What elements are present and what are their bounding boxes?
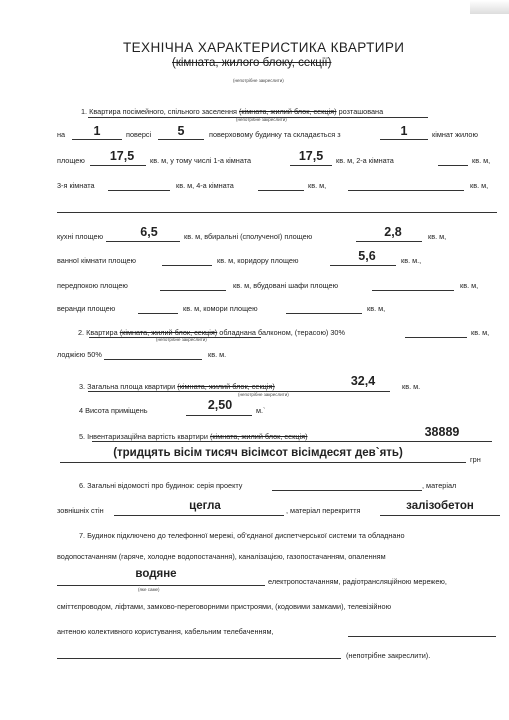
- rooms-value: 1: [400, 124, 408, 138]
- underline: [356, 241, 422, 242]
- underline: [258, 190, 304, 191]
- p4-label: 4 Висота приміщень: [79, 406, 148, 415]
- underline: [108, 190, 170, 191]
- p2-sqm: кв. м,: [471, 328, 490, 337]
- p2-sqm2: кв. м.: [208, 350, 227, 359]
- p1-label-veranda: веранди площею: [57, 304, 116, 313]
- underline: [186, 415, 252, 416]
- underline: [57, 585, 265, 586]
- p2-line1: 2. Квартира (кімната, жилий блок, секція) обладнана балконом, (терасою) 30%: [78, 328, 345, 337]
- p2-note: (непотрібне закреслити): [156, 337, 207, 342]
- p1-label-sqm3: кв. м,: [470, 181, 489, 190]
- underline: [372, 290, 454, 291]
- p1-label-floor: поверсі: [126, 130, 152, 139]
- total-area-value: 32,4: [350, 374, 376, 388]
- corridor-area-value: 5,6: [358, 249, 376, 263]
- living-area-value: 17,5: [109, 149, 135, 163]
- p1-label-sqm5: кв. м.,: [401, 256, 422, 265]
- p1-label-wc: кв. м, вбиральні (сполученої) площею: [184, 232, 313, 241]
- underline: [92, 441, 492, 442]
- p5-currency: грн: [470, 455, 481, 464]
- p5-line: 5. Інвентаризаційна вартість квартири (кімната, жилий блок, секція): [79, 432, 308, 441]
- underline: [348, 190, 464, 191]
- wall-material-value: цегла: [189, 500, 221, 512]
- underline: [438, 165, 468, 166]
- p3-note: (непотрібне закреслити): [238, 392, 289, 397]
- heating-value: водяне: [135, 568, 177, 580]
- p1-label-living: кімнат жилою: [432, 130, 478, 139]
- page-title: ТЕХНІЧНА ХАРАКТЕРИСТИКА КВАРТИРИ: [123, 40, 405, 55]
- underline: [286, 313, 362, 314]
- p1-label-area: площею: [57, 156, 85, 165]
- p4-unit: м.`: [256, 406, 266, 415]
- floors-total-value: 5: [177, 124, 185, 138]
- heating-note: (яке саме): [138, 587, 160, 592]
- subtitle-note: (непотрібне закреслити): [233, 78, 284, 83]
- underline: [138, 313, 178, 314]
- p1-label-room2: кв. м, 2-а кімната: [336, 156, 394, 165]
- underline: [290, 165, 332, 166]
- p7-line3: електропостачанням, радіотрансляційною мережею,: [268, 577, 447, 586]
- p1-label-room4: кв. м, 4-а кімната: [176, 181, 234, 190]
- underline: [330, 265, 396, 266]
- kitchen-area-value: 6,5: [140, 225, 158, 239]
- p7-line6: (непотрібне закреслити).: [346, 651, 431, 660]
- p1-label-sqm6: кв. м,: [460, 281, 479, 290]
- p1-label-room1: кв. м, у тому числі 1-а кімната: [150, 156, 252, 165]
- p1-label-sqm7: кв. м,: [367, 304, 386, 313]
- ceiling-material-value: залізобетон: [406, 500, 474, 512]
- p1-label-hall: передпокою площею: [57, 281, 128, 290]
- bathroom-area-value: 2,8: [384, 225, 402, 239]
- underline: [160, 290, 226, 291]
- inventory-value-words: (тридцять вісім тисяч вісімсот вісімдесят дев`ять): [113, 447, 403, 459]
- p7-line5: антеною колективного користування, кабельним телебаченням,: [57, 627, 274, 636]
- underline: [380, 139, 428, 140]
- p1-blank-line: [57, 212, 497, 213]
- p6-label-ceiling: , матеріал перекриття: [286, 506, 361, 515]
- p7-line2: водопостачанням (гаряче, холодне водопостачання), каналізацією, газопостачанням, опаленням: [57, 552, 386, 561]
- floor-value: 1: [93, 124, 101, 138]
- underline: [60, 462, 466, 463]
- p6-material: , матеріал: [422, 481, 457, 490]
- p1-label-sqm: кв. м,: [472, 156, 491, 165]
- p1-label-corridor: кв. м, коридору площею: [217, 256, 299, 265]
- p2-label-loggia: лоджією 50%: [57, 350, 102, 359]
- p1-label-closets: кв. м, вбудовані шафи площею: [233, 281, 339, 290]
- page-subtitle: (кімната, жилого блоку, секції): [172, 57, 332, 69]
- p7-line1: 7. Будинок підключено до телефонної мережі, об'єднаної диспетчерської системи та обладнано: [79, 531, 405, 540]
- p1-line1: 1. Квартира посімейного, спільного заселення (кімната, жилий блок, секція) розташована: [81, 107, 384, 116]
- underline: [72, 139, 122, 140]
- underline: [380, 515, 500, 516]
- p1-label-kitchen: кухні площею: [57, 232, 104, 241]
- underline: [90, 165, 146, 166]
- height-value: 2,50: [207, 398, 233, 412]
- underline: [348, 636, 496, 637]
- p3-line: 3. Загальна площа квартири (кімната, жилий блок, секція): [79, 382, 275, 391]
- inventory-value: 38889: [424, 425, 460, 439]
- underline: [158, 139, 204, 140]
- p1-note: (непотрібне закреслити): [236, 117, 287, 122]
- room1-area-value: 17,5: [298, 149, 324, 163]
- underline: [57, 658, 341, 659]
- p7-line4: сміттєпроводом, ліфтами, замково-переговорними пристроями, (кодовими замками), телевізійною: [57, 602, 392, 611]
- underline: [114, 515, 284, 516]
- p1-label-bathroom: ванної кімнати площею: [57, 256, 137, 265]
- underline: [405, 337, 467, 338]
- underline: [162, 265, 212, 266]
- underline: [106, 241, 180, 242]
- p1-label-pantry: кв. м, комори площею: [183, 304, 258, 313]
- underline: [272, 490, 422, 491]
- scan-edge-top-right: [470, 0, 509, 14]
- p3-sqm: кв. м.: [402, 382, 421, 391]
- p1-label-sqm4: кв. м,: [428, 232, 447, 241]
- p1-label-consists: поверховому будинку та складається з: [209, 130, 341, 139]
- p1-label-room3: 3-я кімната: [57, 181, 95, 190]
- p1-label-sqm2: кв. м,: [308, 181, 327, 190]
- underline: [104, 359, 202, 360]
- p6-line1: 6. Загальні відомості про будинок: серія проекту: [79, 481, 243, 490]
- p1-label-on: на: [57, 130, 66, 139]
- p6-label-walls: зовнішніх стін: [57, 506, 104, 515]
